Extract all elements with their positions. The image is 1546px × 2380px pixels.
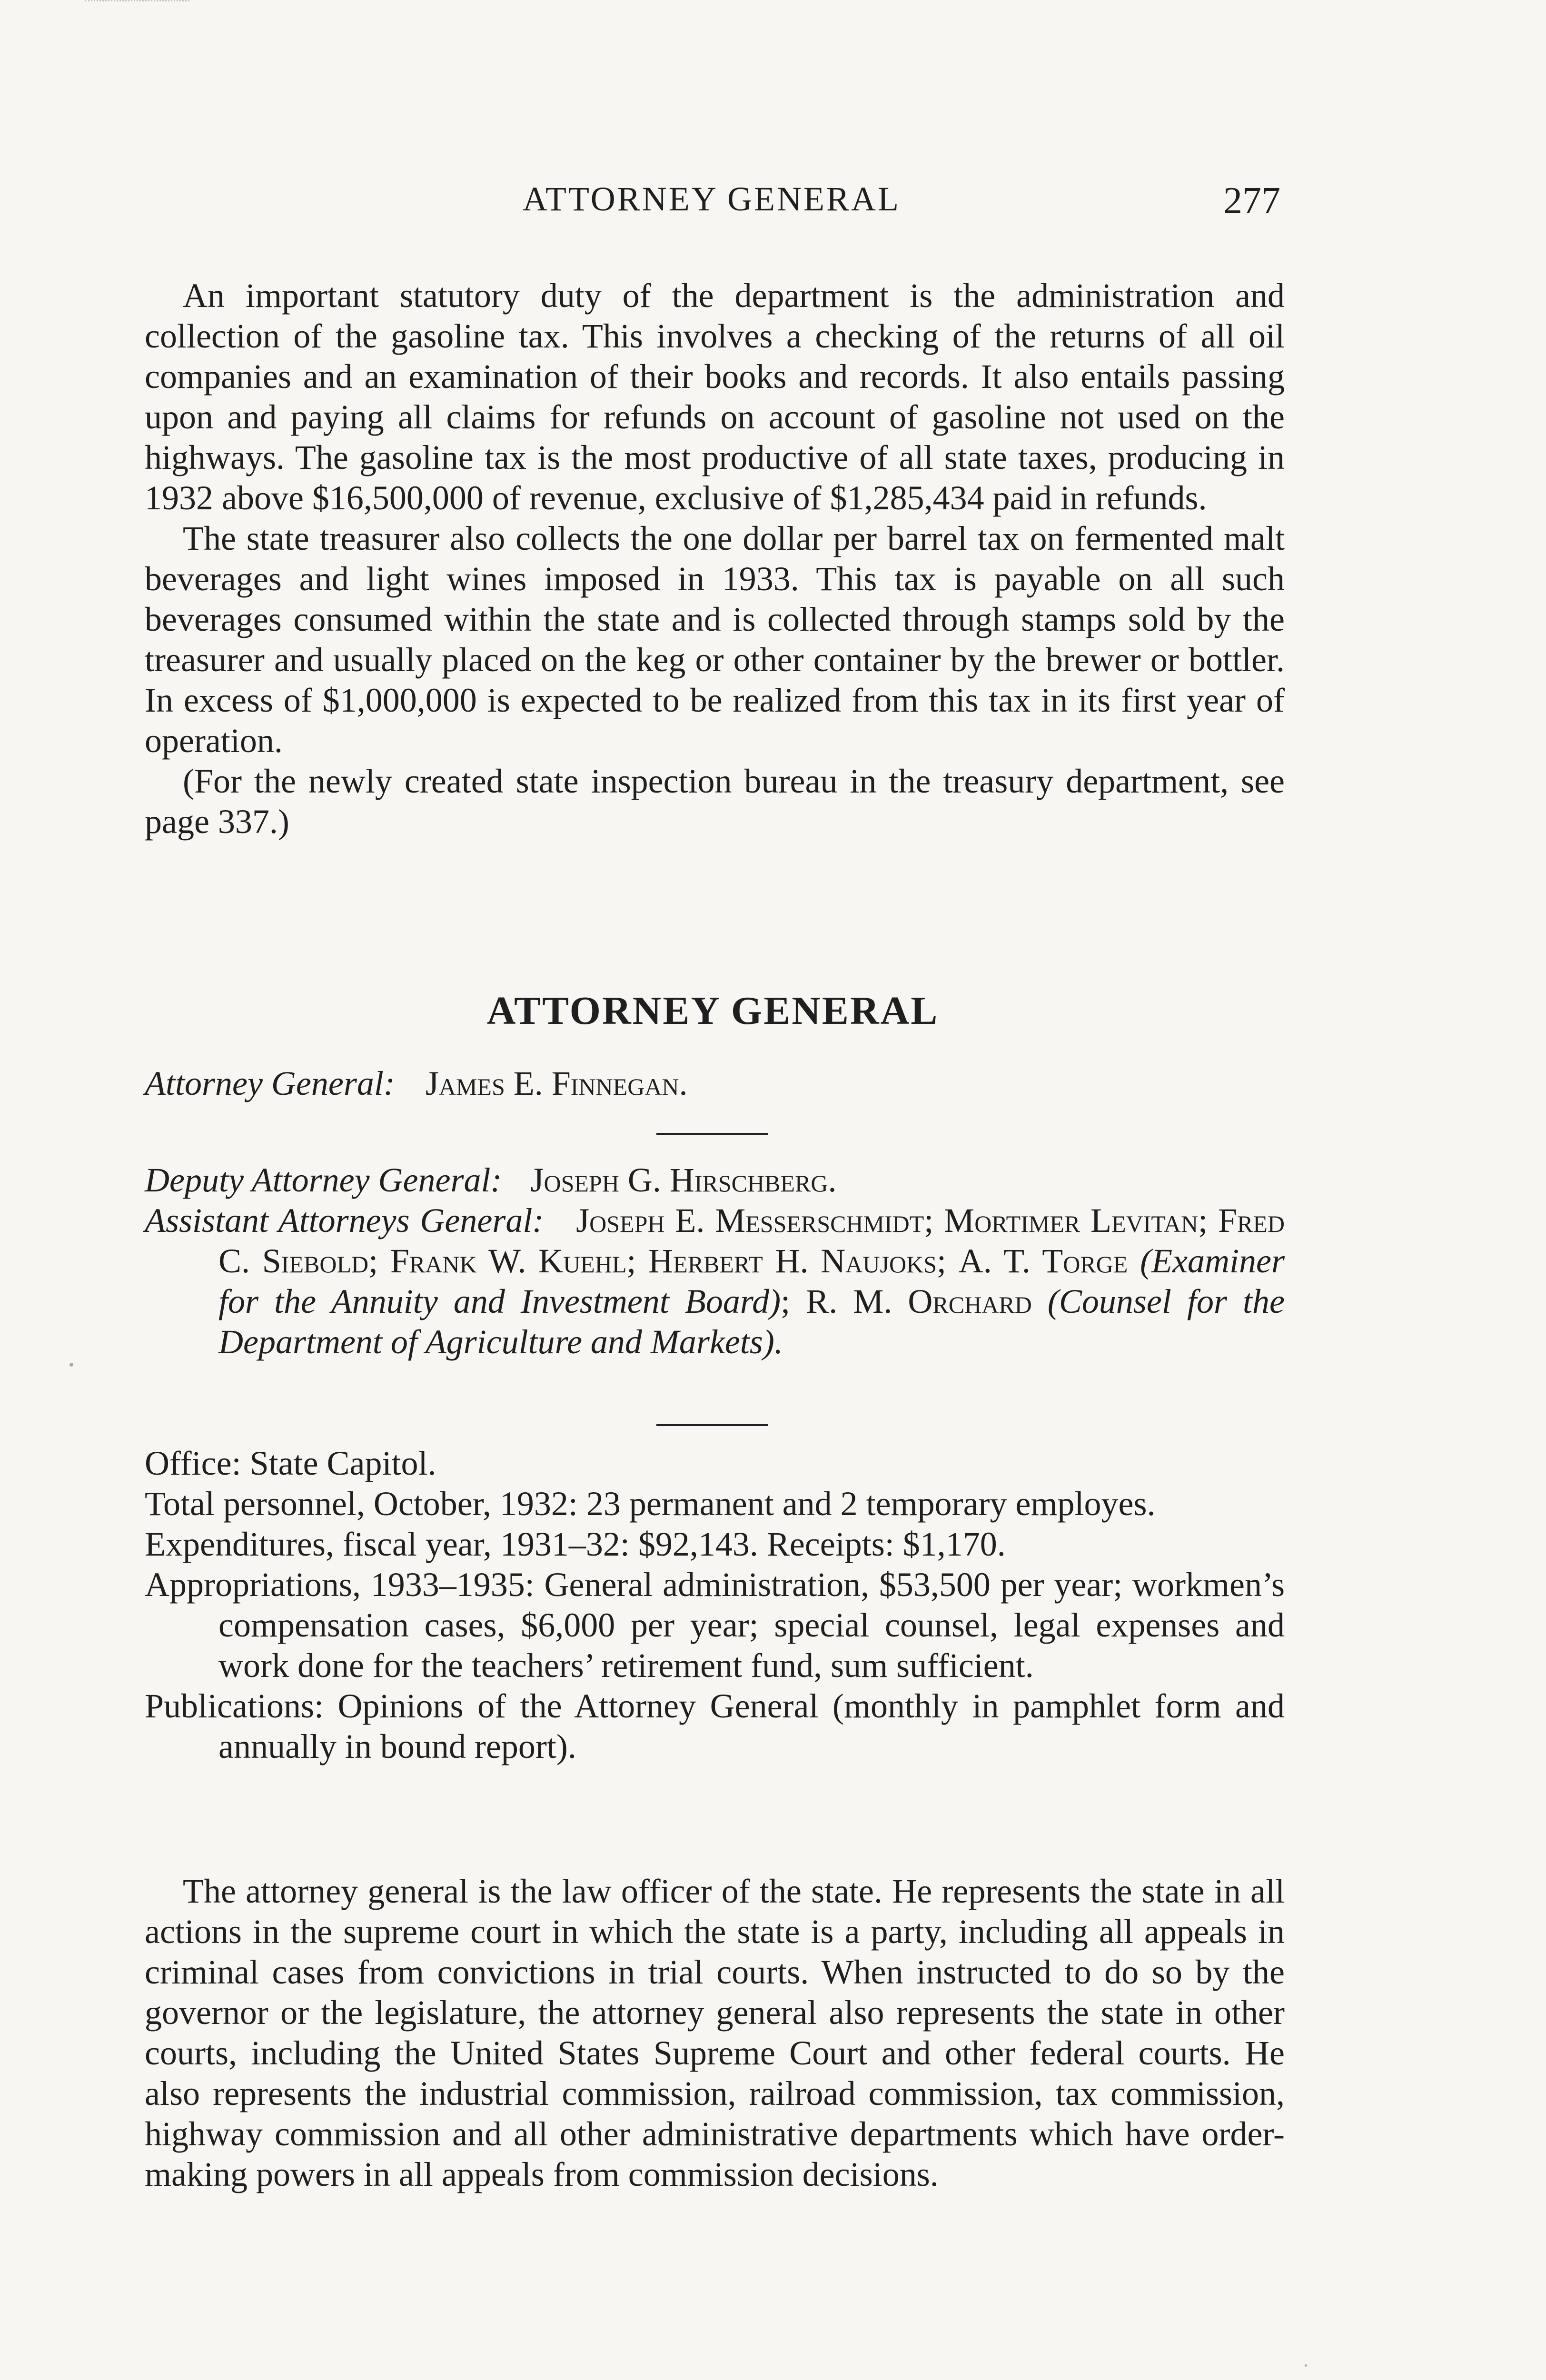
assistants-entry: Assistant Attorneys General: Joseph E. Messerschmidt; Mortimer Levitan; Fred C. Siebold; Frank W. Kuehl; Herbert H. Naujoks; A. T. Torge (Examiner for the Annuity and Investment Board); R. M. Orchard (Counsel for the Department of Agriculture and Markets).: [145, 1201, 1285, 1361]
publications-entry: Publications: Opinions of the Attorney General (monthly in pamphlet form and annually in bound report).: [145, 1687, 1285, 1765]
assistant-name: Frank W. Kuehl: [390, 1242, 627, 1280]
beverage-tax-paragraph: The state treasurer also collects the one dollar per barrel tax on fermented malt beverages and light wines imposed in 1933. This tax is payable on all such beverages consumed within the state and is collected through stamps sold by the treasurer and usually placed on the keg or other container by the brewer or bottler. In excess of $1,000,000 is expected to be realized from this tax in its first year of operation.: [145, 519, 1285, 760]
staff-list: [145, 1160, 1285, 1362]
gasoline-tax-paragraph: An important statutory duty of the department is the administration and collection of the gasoline tax. This involves a checking of the returns of all oil companies and an examination of their books and records. It also entails passing upon and paying all claims for refunds on account of gasoline not used on the highways. The gasoline tax is the most productive of all state taxes, producing in 1932 above $16,500,000 of revenue, exclusive of $1,285,434 paid in refunds.: [145, 277, 1285, 517]
expenditures-entry: Expenditures, fiscal year, 1931–32: $92,143. Receipts: $1,170.: [145, 1525, 1006, 1563]
running-head: [143, 182, 1280, 239]
inspection-bureau-note: (For the newly created state inspection bureau in the treasury department, see page 337.): [145, 762, 1285, 841]
attorney-general-name: James E. Finnegan.: [425, 1064, 688, 1102]
personnel-entry: Total personnel, October, 1932: 23 permanent and 2 temporary employes.: [145, 1485, 1156, 1523]
attorney-general-line: [145, 1063, 688, 1104]
assistant-name: Herbert H. Naujoks: [648, 1242, 937, 1280]
scan-speck: [69, 1363, 73, 1367]
deputy-label: Deputy Attorney General:: [145, 1161, 502, 1199]
appropriations-entry: Appropriations, 1933–1935: General administration, $53,500 per year; workmen’s compensation cases, $6,000 per year; special counsel, legal expenses and work done for the teachers’ retirement fund, sum sufficient.: [145, 1566, 1285, 1685]
intro-section: [145, 276, 1285, 842]
page-number: 277: [1223, 180, 1280, 222]
running-title: ATTORNEY GENERAL: [523, 180, 901, 218]
attorney-general-label: Attorney General:: [145, 1064, 395, 1102]
assistant-role-note: (Examiner for the Annuity and Investment Board): [218, 1242, 1285, 1320]
duties-section: [145, 1871, 1285, 2195]
assistant-name: Fred C. Siebold: [218, 1201, 1285, 1280]
office-entry: Office: State Capitol.: [145, 1444, 436, 1482]
section-rule-bottom: [656, 1424, 768, 1426]
deputy-entry: [145, 1160, 1285, 1200]
deputy-name: Joseph G. Hirschberg.: [530, 1161, 837, 1199]
attorney-general-duties-paragraph: The attorney general is the law officer of the state. He represents the state in all actions in the supreme court in which the state is a party, including all appeals in criminal cases from convictions in trial courts. When instructed to do so by the governor or the legislature, the attorney general also represents the state in other courts, including the United States Supreme Court and other federal courts. He also represents the industrial commission, railroad commission, tax commission, highway commission and all other administrative departments which have order-making powers in all appeals from commission decisions.: [145, 1872, 1285, 2193]
section-rule-top: [656, 1133, 768, 1135]
assistants-label: Assistant Attorneys General:: [145, 1201, 544, 1240]
assistant-name: R. M. Orchard: [806, 1282, 1032, 1320]
assistant-name: Mortimer Levitan: [944, 1201, 1199, 1240]
assistant-name: A. T. Torge: [958, 1242, 1128, 1280]
assistant-role-note: (Counsel for the Department of Agriculture and Markets).: [218, 1282, 1285, 1361]
scan-edge-mark: [85, 0, 189, 6]
department-facts: [145, 1443, 1285, 1767]
assistant-name: Joseph E. Messerschmidt: [576, 1201, 924, 1240]
section-title: ATTORNEY GENERAL: [486, 989, 939, 1033]
scan-speck: [1305, 2364, 1307, 2367]
